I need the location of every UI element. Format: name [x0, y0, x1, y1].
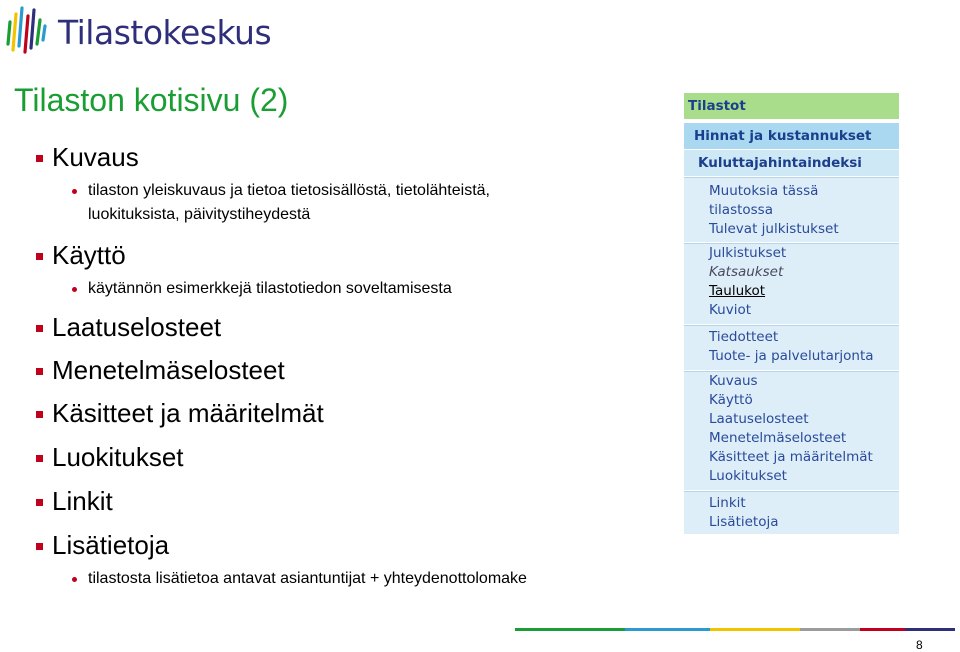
nav-item-laatuselosteet[interactable]: Laatuselosteet: [709, 411, 809, 427]
slide-title: Tilaston kotisivu (2): [14, 82, 289, 118]
nav-group-changes: [684, 177, 899, 242]
bullet-dot-icon: [72, 577, 77, 582]
bullet-square-icon: [36, 543, 43, 550]
nav-item-tuote-palvelutarjonta[interactable]: Tuote- ja palvelutarjonta: [709, 348, 874, 364]
nav-subsection-kuluttajahintaindeksi[interactable]: Kuluttajahintaindeksi: [684, 150, 899, 176]
footer-stripe-yellow: [710, 628, 800, 631]
bullet-square-icon: [36, 325, 43, 332]
nav-header-tilastot[interactable]: Tilastot: [684, 93, 899, 119]
bullet-dot-icon: [72, 287, 77, 292]
nav-item-katsaukset[interactable]: Katsaukset: [709, 264, 784, 280]
footer-stripe-navy: [905, 628, 955, 631]
sub-bullet-text: tilastosta lisätietoa antavat asiantuntijat + yhteydenottolomake: [88, 570, 527, 587]
nav-section-hinnat[interactable]: Hinnat ja kustannukset: [684, 123, 899, 149]
bullet-label: Lisätietoja: [52, 530, 170, 560]
nav-item-tiedotteet[interactable]: Tiedotteet: [709, 329, 779, 345]
bullet-label: Käyttö: [52, 240, 126, 270]
footer-stripe-green: [515, 628, 625, 631]
bullet-label: Laatuselosteet: [52, 312, 222, 342]
bullet-square-icon: [36, 455, 43, 462]
bullet-label: Kuvaus: [52, 142, 139, 172]
footer-stripe-gray: [800, 628, 860, 631]
nav-group-links: [684, 491, 899, 534]
nav-item-kasitteet[interactable]: Käsitteet ja määritelmät: [709, 449, 873, 465]
nav-item-julkistukset[interactable]: Julkistukset: [709, 245, 787, 261]
bullet-square-icon: [36, 499, 43, 506]
statistics-nav-panel: [684, 93, 899, 533]
nav-group-releases: [684, 325, 899, 370]
nav-item-lisatietoja[interactable]: Lisätietoja: [709, 514, 779, 530]
nav-item-tulevat-julkistukset[interactable]: Tulevat julkistukset: [709, 221, 839, 237]
bullet-dot-icon: [72, 189, 77, 194]
nav-item-taulukot[interactable]: Taulukot: [709, 283, 766, 299]
nav-item-kaytto[interactable]: Käyttö: [709, 392, 753, 408]
nav-item-kuviot[interactable]: Kuviot: [709, 302, 752, 318]
footer-stripe-red: [860, 628, 905, 631]
nav-item-menetelmaselosteet[interactable]: Menetelmäselosteet: [709, 430, 847, 446]
page-number: 8: [916, 638, 923, 652]
nav-group-publications: [684, 243, 899, 324]
nav-item-muutoksia[interactable]: Muutoksia tässä: [709, 183, 819, 199]
sub-bullet-text: tilaston yleiskuvaus ja tietoa tietosisällöstä, tietolähteistä,: [88, 182, 490, 199]
bullet-label: Linkit: [52, 486, 113, 516]
nav-item-linkit[interactable]: Linkit: [709, 495, 746, 511]
nav-item-kuvaus[interactable]: Kuvaus: [709, 373, 758, 389]
nav-item-tilastossa[interactable]: tilastossa: [709, 202, 773, 218]
bullet-square-icon: [36, 411, 43, 418]
bullet-label: Luokitukset: [52, 442, 184, 472]
bullet-square-icon: [36, 368, 43, 375]
footer-stripe-blue: [625, 628, 710, 631]
bullet-label: Menetelmäselosteet: [52, 355, 285, 385]
sub-bullet-text: käytännön esimerkkejä tilastotiedon soveltamisesta: [88, 280, 452, 297]
logo-text: Tilastokeskus: [58, 13, 272, 52]
bullet-label: Käsitteet ja määritelmät: [52, 398, 324, 428]
bullet-square-icon: [36, 155, 43, 162]
bullet-square-icon: [36, 253, 43, 260]
nav-group-documentation: [684, 371, 899, 490]
nav-item-luokitukset[interactable]: Luokitukset: [709, 468, 787, 484]
sub-bullet-text: luokituksista, päivitystiheydestä: [88, 206, 311, 223]
